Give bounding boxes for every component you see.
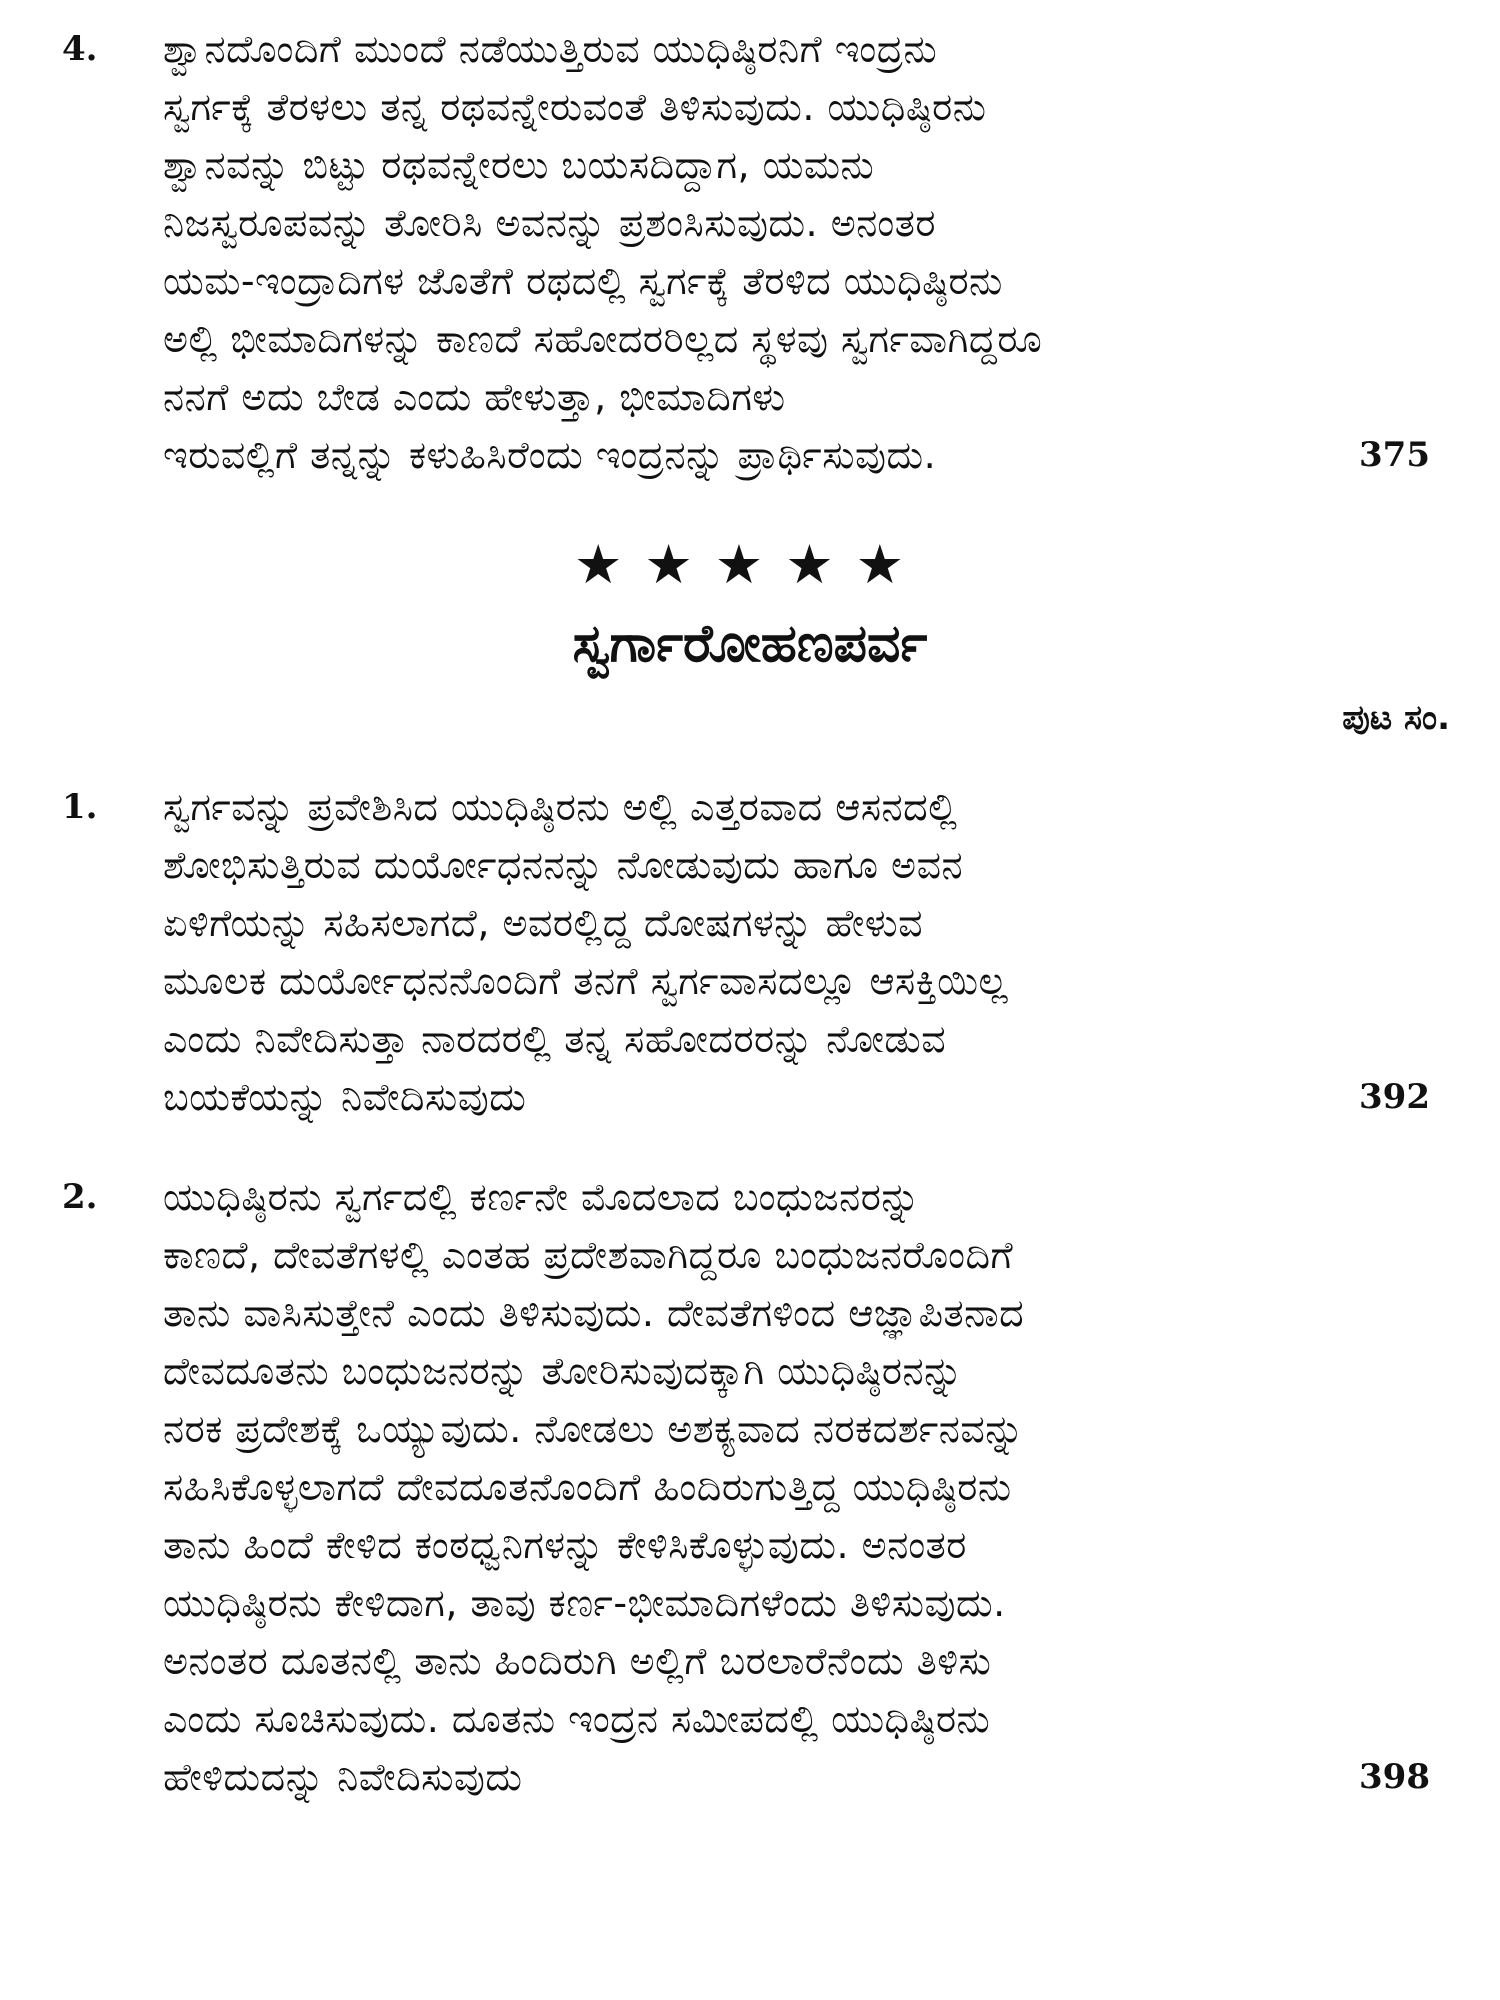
- entry-description: [163, 20, 1343, 484]
- toc-entry-1: [0, 778, 1500, 1128]
- entry-line: ಮೂಲಕ ದುರ್ಯೋಧನನೊಂದಿಗೆ ತನಗೆ ಸ್ವರ್ಗವಾಸದಲ್ಲೂ ಆಸಕ್ತಿಯಿಲ್ಲ: [163, 959, 1009, 1003]
- toc-entry-4: [0, 20, 1500, 485]
- entry-line: ಸಹಿಸಿಕೊಳ್ಳಲಾಗದೆ ದೇವದೂತನೊಂದಿಗೆ ಹಿಂದಿರುಗುತ್ತಿದ್ದ ಯುಧಿಷ್ಠಿರನು: [163, 1465, 1012, 1509]
- entry-number: 4.: [62, 29, 98, 69]
- entry-line: ತಾನು ವಾಸಿಸುತ್ತೇನೆ ಎಂದು ತಿಳಿಸುವುದು. ದೇವತೆಗಳಿಂದ ಆಜ್ಞಾಪಿತನಾದ: [163, 1291, 1025, 1335]
- entry-line: ಸ್ವರ್ಗವನ್ನು ಪ್ರವೇಶಿಸಿದ ಯುಧಿಷ್ಠಿರನು ಅಲ್ಲಿ ಎತ್ತರವಾದ ಆಸನದಲ್ಲಿ: [163, 785, 958, 829]
- entry-page-number: 392: [1359, 1077, 1430, 1117]
- entry-line: ಎಂದು ನಿವೇದಿಸುತ್ತಾ ನಾರದರಲ್ಲಿ ತನ್ನ ಸಹೋದರರನ್ನು ನೋಡುವ: [163, 1017, 947, 1061]
- entry-line: ಶ್ವಾನವನ್ನು ಬಿಟ್ಟು ರಥವನ್ನೇರಲು ಬಯಸದಿದ್ದಾಗ, ಯಮನು: [163, 143, 875, 187]
- entry-line: ಯುಧಿಷ್ಠಿರನು ಸ್ವರ್ಗದಲ್ಲಿ ಕರ್ಣನೇ ಮೊದಲಾದ ಬಂಧುಜನರನ್ನು: [163, 1175, 921, 1219]
- entry-line: ನರಕ ಪ್ರದೇಶಕ್ಕೆ ಒಯ್ಯುವುದು. ನೋಡಲು ಅಶಕ್ಯವಾದ ನರಕದರ್ಶನವನ್ನು: [163, 1407, 1025, 1451]
- entry-description: [163, 778, 1343, 1126]
- star-divider: ★★★★★: [573, 533, 927, 596]
- entry-line: ನನಗೆ ಅದು ಬೇಡ ಎಂದು ಹೇಳುತ್ತಾ, ಭೀಮಾದಿಗಳು: [163, 375, 786, 419]
- entry-description: [163, 1168, 1343, 1806]
- entry-line: ಅನಂತರ ದೂತನಲ್ಲಿ ತಾನು ಹಿಂದಿರುಗಿ ಅಲ್ಲಿಗೆ ಬರಲಾರೆನೆಂದು ತಿಳಿಸು: [163, 1639, 992, 1683]
- entry-line: ನಿಜಸ್ವರೂಪವನ್ನು ತೋರಿಸಿ ಅವನನ್ನು ಪ್ರಶಂಸಿಸುವುದು. ಅನಂತರ: [163, 201, 936, 245]
- entry-line: ತಾನು ಹಿಂದೆ ಕೇಳಿದ ಕಂಠಧ್ವನಿಗಳನ್ನು ಕೇಳಿಸಿಕೊಳ್ಳುವುದು. ಅನಂತರ: [163, 1523, 967, 1567]
- entry-page-number: 375: [1359, 435, 1430, 475]
- entry-line: ಏಳಿಗೆಯನ್ನು ಸಹಿಸಲಾಗದೆ, ಅವರಲ್ಲಿದ್ದ ದೋಷಗಳನ್ನು ಹೇಳುವ: [163, 901, 923, 945]
- entry-line: ಶೋಭಿಸುತ್ತಿರುವ ದುರ್ಯೋಧನನನ್ನು ನೋಡುವುದು ಹಾಗೂ ಅವನ: [163, 843, 964, 887]
- entry-line: ಯಮ-ಇಂದ್ರಾದಿಗಳ ಜೊತೆಗೆ ರಥದಲ್ಲಿ ಸ್ವರ್ಗಕ್ಕೆ ತೆರಳಿದ ಯುಧಿಷ್ಠಿರನು: [163, 259, 1003, 303]
- entry-line: ಇರುವಲ್ಲಿಗೆ ತನ್ನನ್ನು ಕಳುಹಿಸಿರೆಂದು ಇಂದ್ರನನ್ನು ಪ್ರಾರ್ಥಿಸುವುದು.: [163, 433, 937, 477]
- entry-line: ಎಂದು ಸೂಚಿಸುವುದು. ದೂತನು ಇಂದ್ರನ ಸಮೀಪದಲ್ಲಿ ಯುಧಿಷ್ಠಿರನು: [163, 1697, 991, 1741]
- page-number-column-heading: ಪುಟ ಸಂ.: [1342, 698, 1450, 738]
- section-title: ಸ್ವರ್ಗಾರೋಹಣಪರ್ವ: [572, 614, 928, 674]
- entry-line: ಅಲ್ಲಿ ಭೀಮಾದಿಗಳನ್ನು ಕಾಣದೆ ಸಹೋದರರಿಲ್ಲದ ಸ್ಥಳವು ಸ್ವರ್ಗವಾಗಿದ್ದರೂ: [163, 317, 1043, 361]
- toc-entry-2: [0, 1168, 1500, 1808]
- entry-line: ಶ್ವಾನದೊಂದಿಗೆ ಮುಂದೆ ನಡೆಯುತ್ತಿರುವ ಯುಧಿಷ್ಠಿರನಿಗೆ ಇಂದ್ರನು: [163, 27, 938, 71]
- entry-line: ಬಯಕೆಯನ್ನು ನಿವೇದಿಸುವುದು: [163, 1075, 527, 1119]
- entry-line: ಯುಧಿಷ್ಠಿರನು ಕೇಳಿದಾಗ, ತಾವು ಕರ್ಣ-ಭೀಮಾದಿಗಳೆಂದು ತಿಳಿಸುವುದು.: [163, 1581, 1006, 1625]
- entry-line: ಹೇಳಿದುದನ್ನು ನಿವೇದಿಸುವುದು: [163, 1755, 523, 1799]
- entry-number: 2.: [62, 1177, 98, 1217]
- entry-number: 1.: [62, 787, 98, 827]
- entry-page-number: 398: [1359, 1757, 1430, 1797]
- entry-line: ಕಾಣದೆ, ದೇವತೆಗಳಲ್ಲಿ ಎಂತಹ ಪ್ರದೇಶವಾಗಿದ್ದರೂ ಬಂಧುಜನರೊಂದಿಗೆ: [163, 1233, 1014, 1277]
- entry-line: ಸ್ವರ್ಗಕ್ಕೆ ತೆರಳಲು ತನ್ನ ರಥವನ್ನೇರುವಂತೆ ತಿಳಿಸುವುದು. ಯುಧಿಷ್ಠಿರನು: [163, 85, 987, 129]
- entry-line: ದೇವದೂತನು ಬಂಧುಜನರನ್ನು ತೋರಿಸುವುದಕ್ಕಾಗಿ ಯುಧಿಷ್ಠಿರನನ್ನು: [163, 1349, 963, 1393]
